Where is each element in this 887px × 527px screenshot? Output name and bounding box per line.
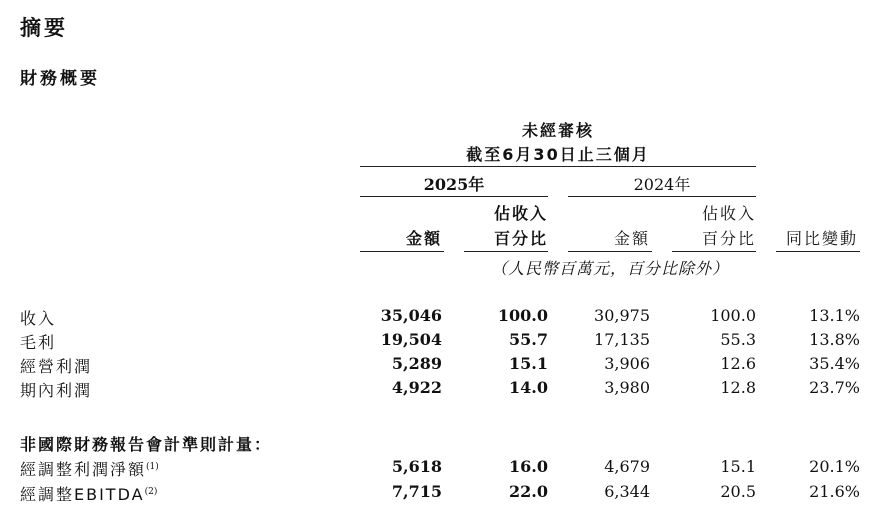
pct-2025: 14.0 (509, 378, 548, 397)
footnote-marker: (1) (146, 462, 159, 472)
section-title: 財務概要 (20, 69, 100, 89)
row-label: 收入 (20, 309, 57, 328)
pct-2024: 12.8 (720, 378, 756, 397)
col-pct-2024 (670, 201, 756, 251)
year-2024: 2024年 (633, 175, 691, 194)
col-rule-5 (776, 251, 860, 252)
amount-2024: 3,980 (604, 378, 650, 397)
unit-note: （人民幣百萬元，百分比除外） (490, 259, 729, 278)
row-label (20, 457, 159, 480)
change: 13.1% (809, 306, 860, 325)
pct-2025: 16.0 (509, 457, 548, 476)
pct-2024: 15.1 (720, 457, 756, 476)
footnote-marker: (2) (144, 487, 158, 497)
col-rule-4 (672, 251, 756, 252)
col-pct-2025-line2: 百分比 (493, 229, 548, 248)
col-rule-3 (568, 251, 652, 252)
col-change: 同比變動 (785, 229, 858, 248)
amount-2025: 5,289 (391, 354, 442, 373)
non-ifrs-heading: 非國際財務報告會計準則計量： (20, 435, 273, 454)
row-label: 經營利潤 (20, 357, 93, 376)
amount-2025: 7,715 (391, 482, 442, 501)
year-2025-rule (360, 196, 548, 197)
pct-2025: 22.0 (509, 482, 548, 501)
pct-2025: 100.0 (497, 306, 548, 325)
row-label: 毛利 (20, 333, 57, 352)
col-pct-2025-line1: 佔收入 (493, 204, 548, 223)
amount-2024: 3,906 (604, 354, 650, 373)
year-2025: 2025年 (423, 175, 485, 194)
row-label-text: 經調整EBITDA (20, 485, 145, 504)
col-rule-2 (464, 251, 548, 252)
change: 13.8% (809, 330, 860, 349)
row-label (20, 482, 157, 505)
change: 23.7% (809, 378, 860, 397)
row-label-text: 經調整利潤淨額 (20, 460, 147, 479)
col-pct-2024-line2: 百分比 (701, 229, 756, 248)
amount-2025: 35,046 (380, 306, 442, 325)
change: 20.1% (809, 457, 860, 476)
pct-2025: 15.1 (509, 354, 548, 373)
col-pct-2024-line1: 佔收入 (701, 204, 756, 223)
amount-2025: 5,618 (391, 457, 442, 476)
pct-2024: 55.3 (720, 330, 756, 349)
amount-2024: 6,344 (604, 482, 650, 501)
amount-2024: 4,679 (604, 457, 650, 476)
amount-2025: 4,922 (391, 378, 442, 397)
change: 35.4% (809, 354, 860, 373)
col-pct-2025 (462, 201, 548, 251)
amount-2025: 19,504 (380, 330, 442, 349)
change: 21.6% (809, 482, 860, 501)
header-period: 截至6月30日止三個月 (466, 145, 650, 164)
page-title: 摘要 (20, 16, 68, 40)
col-rule-1 (360, 251, 444, 252)
pct-2024: 100.0 (710, 306, 756, 325)
header-rule (360, 166, 756, 167)
row-label: 期內利潤 (20, 381, 93, 400)
pct-2024: 20.5 (720, 482, 756, 501)
col-amount-2025: 金額 (405, 229, 442, 248)
amount-2024: 30,975 (594, 306, 650, 325)
amount-2024: 17,135 (594, 330, 650, 349)
header-unaudited: 未經審核 (521, 121, 594, 140)
pct-2024: 12.6 (720, 354, 756, 373)
col-amount-2024: 金額 (613, 229, 650, 248)
year-2024-rule (568, 196, 756, 197)
pct-2025: 55.7 (509, 330, 548, 349)
